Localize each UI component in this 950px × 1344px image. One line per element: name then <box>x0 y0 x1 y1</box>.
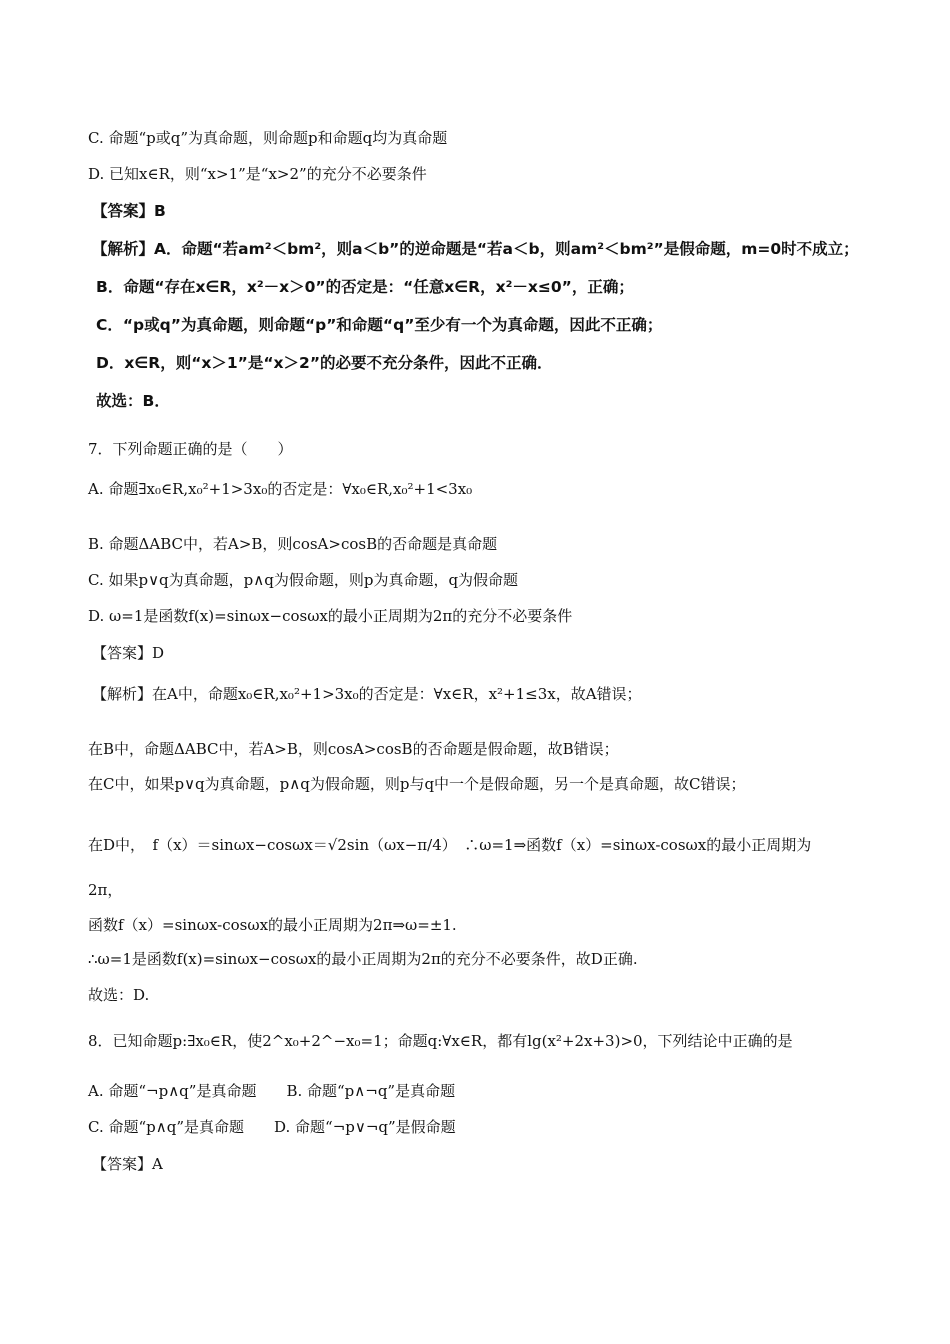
text-line: C. 命题“p∧q”是真命题 D. 命题“¬p∨¬q”是假命题 <box>88 1118 456 1136</box>
text-line: C. 如果p∨q为真命题，p∧q为假命题，则p为真命题，q为假命题 <box>88 571 519 589</box>
text-line: 故选：D. <box>88 986 150 1004</box>
text-line: A. 命题“¬p∧q”是真命题 B. 命题“p∧¬q”是真命题 <box>88 1082 456 1100</box>
text-line: A. 命题∃x₀∈R,x₀²+1>3x₀的否定是：∀x₀∈R,x₀²+1<3x₀ <box>88 480 473 498</box>
text-line: C．“p或q”为真命题，则命题“p”和命题“q”至少有一个为真命题，因此不正确； <box>96 316 663 334</box>
text-line: B．命题“存在x∈R，x²－x＞0”的否定是：“任意x∈R，x²－x≤0”，正确； <box>96 278 634 296</box>
text-line: 在C中，如果p∨q为真命题，p∧q为假命题，则p与q中一个是假命题，另一个是真命题，故C错误； <box>88 775 746 793</box>
text-line: 【解析】在A中，命题x₀∈R,x₀²+1>3x₀的否定是：∀x∈R，x²+1≤3x，故A错误； <box>92 685 642 703</box>
text-line: C. 命题“p或q”为真命题，则命题p和命题q均为真命题 <box>88 129 448 147</box>
text-line: 【答案】B <box>92 202 166 220</box>
text-line: D．x∈R，则“x＞1”是“x＞2”的必要不充分条件，因此不正确． <box>96 354 553 372</box>
text-line: 在B中，命题ΔABC中，若A>B，则cosA>cosB的否命题是假命题，故B错误； <box>88 740 619 758</box>
text-line: D. 已知x∈R，则“x>1”是“x>2”的充分不必要条件 <box>88 165 427 183</box>
text-line: 【解析】A．命题“若am²＜bm²，则a＜b”的逆命题是“若a＜b，则am²＜bm²”是假命题，m=0时不成立； <box>92 240 859 258</box>
text-line: 【答案】D <box>92 644 165 662</box>
text-line: 在D中， f（x）＝sinωx−cosωx＝√2sin（ωx−π/4） ∴ω=1⇒函数f（x）=sinωx-cosωx的最小正周期为 <box>88 836 812 854</box>
text-line: 【答案】A <box>92 1155 163 1173</box>
text-line: 7．下列命题正确的是（ ） <box>88 440 293 458</box>
text-line: 故选：B． <box>96 392 170 410</box>
text-line: 8．已知命题p:∃x₀∈R，使2^x₀+2^−x₀=1；命题q:∀x∈R，都有lg(x²+2x+3)>0，下列结论中正确的是 <box>88 1032 793 1050</box>
text-line: D. ω=1是函数f(x)=sinωx−cosωx的最小正周期为2π的充分不必要条件 <box>88 607 573 625</box>
text-line: 函数f（x）=sinωx-cosωx的最小正周期为2π⇒ω=±1. <box>88 916 457 934</box>
text-line: ∴ω=1是函数f(x)=sinωx−cosωx的最小正周期为2π的充分不必要条件，故D正确. <box>88 950 638 968</box>
text-line: B. 命题ΔABC中，若A>B，则cosA>cosB的否命题是真命题 <box>88 535 498 553</box>
text-line: 2π， <box>88 881 123 899</box>
